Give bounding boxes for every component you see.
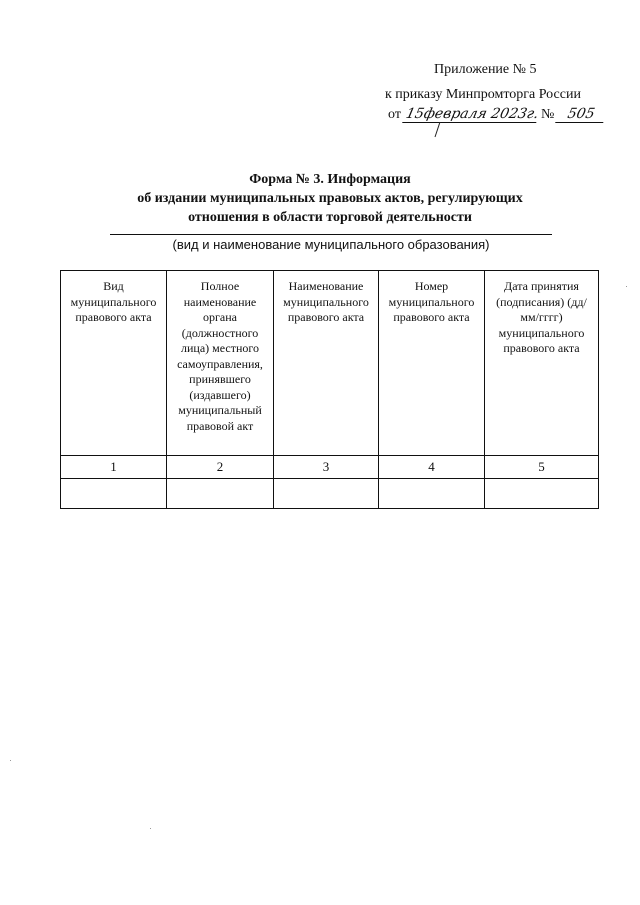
order-date-number-line [385, 106, 605, 123]
column-header: Дата принятия (подписания) (дд/мм/гггг) муниципального правового акта [485, 271, 599, 456]
column-number-row [61, 456, 599, 479]
form-title-line-2: об издании муниципальных правовых актов, регулирующих [137, 191, 523, 206]
table-cell[interactable] [61, 479, 167, 509]
column-header: Номер муниципального правового акта [379, 271, 485, 456]
pen-stroke-mark [434, 122, 442, 138]
table-header-row [61, 271, 599, 456]
acts-table [60, 270, 599, 509]
column-number: 5 [485, 456, 599, 479]
handwritten-date: 15февраля 2023г. [402, 106, 540, 123]
form-title [90, 170, 570, 227]
table-cell[interactable] [485, 479, 599, 509]
table-cell[interactable] [379, 479, 485, 509]
municipality-fill-line [110, 234, 552, 235]
form-title-line-1: Форма № 3. Информация [249, 172, 411, 187]
column-header: Вид муниципального правового акта [61, 271, 167, 456]
column-number: 2 [167, 456, 274, 479]
column-number: 1 [61, 456, 167, 479]
column-header: Полное наименование органа (должностного лица) местного самоуправления, принявшего (издавшего) муниципальный правовой акт [167, 271, 274, 456]
table-row [61, 479, 599, 509]
number-label: № [540, 107, 555, 122]
municipality-caption: (вид и наименование муниципального образования) [172, 237, 490, 252]
column-header: Наименование муниципального правового акта [274, 271, 379, 456]
date-prefix: от [388, 107, 401, 122]
appendix-label: Приложение № 5 [434, 62, 537, 77]
column-number: 4 [379, 456, 485, 479]
handwritten-number: 505 [555, 106, 607, 123]
table-cell[interactable] [274, 479, 379, 509]
column-number: 3 [274, 456, 379, 479]
form-title-line-3: отношения в области торговой деятельности [188, 210, 472, 225]
table-cell[interactable] [167, 479, 274, 509]
order-reference: к приказу Минпромторга России [385, 87, 581, 102]
